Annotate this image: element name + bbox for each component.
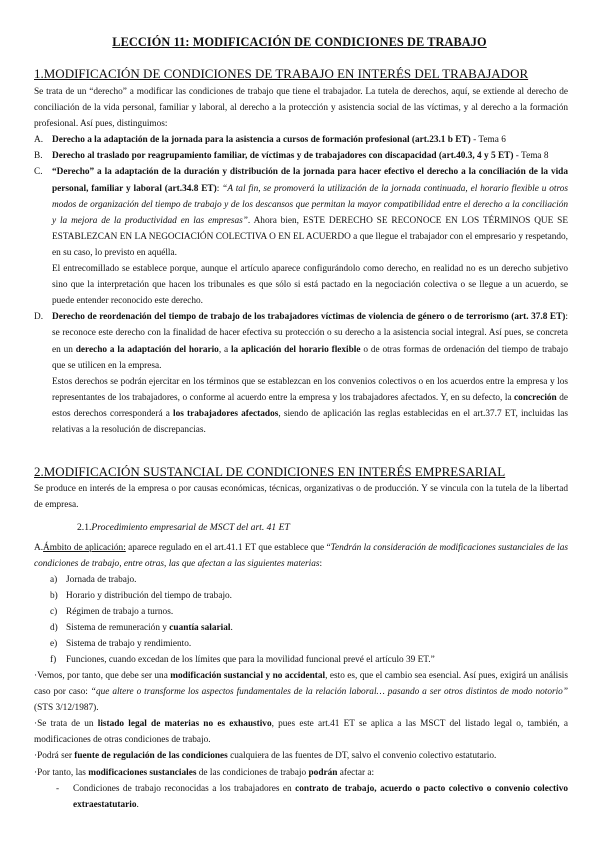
item-d-note-bold-1: concreción <box>514 392 557 403</box>
list-marker: d) <box>50 623 58 634</box>
list-item <box>34 604 568 620</box>
bold-text: podrán <box>308 767 338 778</box>
text: ·Se trata de un <box>34 719 98 730</box>
text: , pues este art.41 ET se aplica a las MSCT del listado legal o, también, a modificaciones de otras condiciones de trabajo. <box>34 719 568 746</box>
item-b-ref: - Tema 8 <box>513 151 549 162</box>
lesson-title: LECCIÓN 11: MODIFICACIÓN DE CONDICIONES DE TRABAJO <box>112 35 487 49</box>
text: ·Podrá ser <box>34 751 75 762</box>
list-item <box>34 636 568 652</box>
item-c-marker: C. <box>34 167 43 178</box>
item-b <box>34 148 568 164</box>
paragraph-listado <box>34 716 568 748</box>
analysis-paragraphs <box>34 668 568 813</box>
item-b-marker: B. <box>34 151 43 162</box>
item-c-title: “Derecho” a la adaptación de la duración y distribución de la jornada para hacer efectivo el derecho a la conciliación de la vida personal, familiar y laboral (art.34.8 ET) <box>52 167 568 194</box>
list-text: Sistema de remuneración y <box>66 623 170 634</box>
list-text: Sistema de trabajo y rendimiento. <box>66 639 192 650</box>
item-d-note <box>34 374 568 438</box>
text: (STS 3/12/1987). <box>34 703 99 714</box>
materias-list <box>34 572 568 669</box>
item-d-note-1: Estos derechos se podrán ejercitar en los términos que se establezcan en los convenios colectivos o en los acuerdos entre la empresa y los representantes de los trabajadores, o conforme al acuerdo entre la empresa y los trabajadores afectados. Y, en su defecto, la <box>52 376 568 403</box>
list-text: Jornada de trabajo. <box>66 575 137 585</box>
bold-text: fuente de regulación de las condiciones <box>74 751 228 762</box>
section-2-heading: 2.MODIFICACIÓN SUSTANCIAL DE CONDICIONES EN INTERÉS EMPRESARIAL <box>34 464 506 479</box>
scope-marker: A. <box>34 543 44 553</box>
paragraph-fuente <box>34 748 568 764</box>
item-c-note: El entrecomillado se establece porque, aunque el artículo aparece configurándolo como derecho, en realidad no es un derecho subjetivo sino que la interpretación que hacen los tribunales es que sólo si está pactado en la negociación colectiva o se llegue a un acuerdo, se puede entender reconocido este derecho. <box>52 264 568 307</box>
subsection-number: 2.1. <box>77 522 92 533</box>
section-1-heading: 1.MODIFICACIÓN DE CONDICIONES DE TRABAJO EN INTERÉS DEL TRABAJADOR <box>34 66 529 81</box>
item-d-bold-2: derecho a la adaptación del horario <box>75 344 219 355</box>
text: de las condiciones de trabajo <box>196 767 309 778</box>
item-d-note-2: de estos derechos corresponderá a <box>52 392 568 419</box>
item-d-note-3: , siendo de aplicación las reglas establecidas en el art.37.7 ET, incluidas las relativas a la resolución de discrepancias. <box>52 408 568 435</box>
list-text: Horario y distribución del tiempo de trabajo. <box>66 591 233 602</box>
paragraph-afectar <box>34 765 568 781</box>
dash-item <box>34 781 568 813</box>
item-d-title: Derecho de reordenación del tiempo de trabajo de los trabajadores víctimas de violencia de género o de terrorismo (art. 37.8 ET) <box>52 312 566 323</box>
text: cualquiera de las fuentes de DT, salvo el convenio colectivo estatutario. <box>227 751 497 762</box>
bold-text: modificación sustancial y no accidental <box>170 671 326 681</box>
list-text: Régimen de trabajo a turnos. <box>66 607 174 618</box>
item-c-colon: : <box>216 183 223 194</box>
item-d-note-bold-2: los trabajadores afectados <box>173 408 279 419</box>
list-bold: cuantía salarial <box>169 623 231 634</box>
scope-quote: Tendrán la consideración de modificaciones sustanciales de las condiciones de trabajo, entre otras, las que afectan a las siguientes materias <box>34 543 568 570</box>
scope-end: : <box>319 559 323 570</box>
item-c-quote: “A tal fin, se promoverá la utilización de la jornada continuada, el horario flexible u otros modos de organización del tiempo de trabajo y de los descansos que permitan la mayor compatibilidad entre el derecho a la conciliación y la mejora de la productividad en las empresas” <box>52 183 568 226</box>
section-1-intro: Se trata de un “derecho” a modificar las condiciones de trabajo que tiene el trabajador. La tutela de derechos, aquí, se extiende al derecho de conciliación de la vida personal, familiar y laboral, al derecho a la protección y asistencia social de las víctimas, y al derecho a la formación profesional. Así pues, distinguimos: <box>34 87 568 130</box>
item-a-title: Derecho a la adaptación de la jornada para la asistencia a cursos de formación profesional (art.23.1 b ET) <box>52 135 471 146</box>
subsection-title: Procedimiento empresarial de MSCT del art. 41 ET <box>91 522 290 533</box>
text: Condiciones de trabajo reconocidas a los trabajadores en <box>73 783 296 794</box>
text: , esto es, que el cambio sea esencial. Así pues, exigirá un análisis caso por caso: <box>34 671 569 698</box>
paragraph-sustancial <box>34 668 568 716</box>
item-d-text-3: o de otras formas de ordenación del tiempo de trabajo que se utilicen en la empresa. <box>52 344 568 371</box>
bold-text: contrato de trabajo, acuerdo o pacto colectivo o convenio colectivo extraestatutario <box>73 783 568 810</box>
item-a <box>34 132 568 148</box>
scope-label: Ámbito de aplicación: <box>43 543 126 553</box>
item-d <box>34 309 568 373</box>
scope-text: aparece regulado en el art.41.1 ET que establece que “ <box>125 543 331 553</box>
item-a-marker: A. <box>34 135 44 146</box>
text: ·Vemos, por tanto, que debe ser una <box>34 671 171 681</box>
list-marker: e) <box>50 639 58 650</box>
item-d-text-2: , a <box>218 344 231 355</box>
scope-paragraph <box>34 540 568 572</box>
section-2-intro: Se produce en interés de la empresa o por causas económicas, técnicas, organizativas o de producción. Y se vincula con la tutela de la libertad de empresa. <box>34 484 568 511</box>
list-marker: c) <box>50 607 58 618</box>
list-marker: b) <box>50 591 58 602</box>
item-c-rest: . Ahora bien, ESTE DERECHO SE RECONOCE EN LOS TÉRMINOS QUE SE ESTABLEZCAN EN LA NEGOCIACIÓN COLECTIVA O EN EL ACUERDO a que llegue el trabajador con el empresario y respetando, en su caso, lo previsto en aquélla. <box>52 215 569 258</box>
dash-marker: - <box>56 783 60 794</box>
list-item <box>34 588 568 604</box>
item-d-text-1: : se reconoce este derecho con la finalidad de hacer efectiva su protección o su derecho a la asistencia social integral. Así pues, se concreta en un <box>52 312 568 355</box>
list-item <box>34 652 568 668</box>
text: afectar a: <box>337 767 375 778</box>
bold-text: listado legal de materias no es exhaustivo <box>97 719 272 730</box>
item-d-bold-3: la aplicación del horario flexible <box>230 344 361 355</box>
subsection-2-1-heading <box>77 522 290 533</box>
bold-text: modificaciones sustanciales <box>88 767 197 778</box>
section-1-body <box>34 84 568 438</box>
item-d-marker: D. <box>34 312 44 323</box>
item-b-title: Derecho al traslado por reagrupamiento familiar, de víctimas y de trabajadores con discapacidad (art.40.3, 4 y 5 ET) <box>52 151 514 162</box>
list-text: Funciones, cuando excedan de los límites que para la movilidad funcional prevé el artículo 39 ET.” <box>66 655 435 666</box>
italic-quote: “que altere o transforme los aspectos fundamentales de la relación laboral… pasando a ser otros distintos de modo notorio” <box>90 687 568 698</box>
item-a-ref: - Tema 6 <box>470 135 506 146</box>
list-marker: f) <box>50 655 57 666</box>
item-c <box>34 164 568 261</box>
text: ·Por tanto, las <box>34 767 89 778</box>
list-marker: a) <box>50 575 58 585</box>
text: . <box>136 799 139 810</box>
list-item <box>34 620 568 636</box>
list-item <box>34 572 568 588</box>
list-after: . <box>230 623 233 634</box>
